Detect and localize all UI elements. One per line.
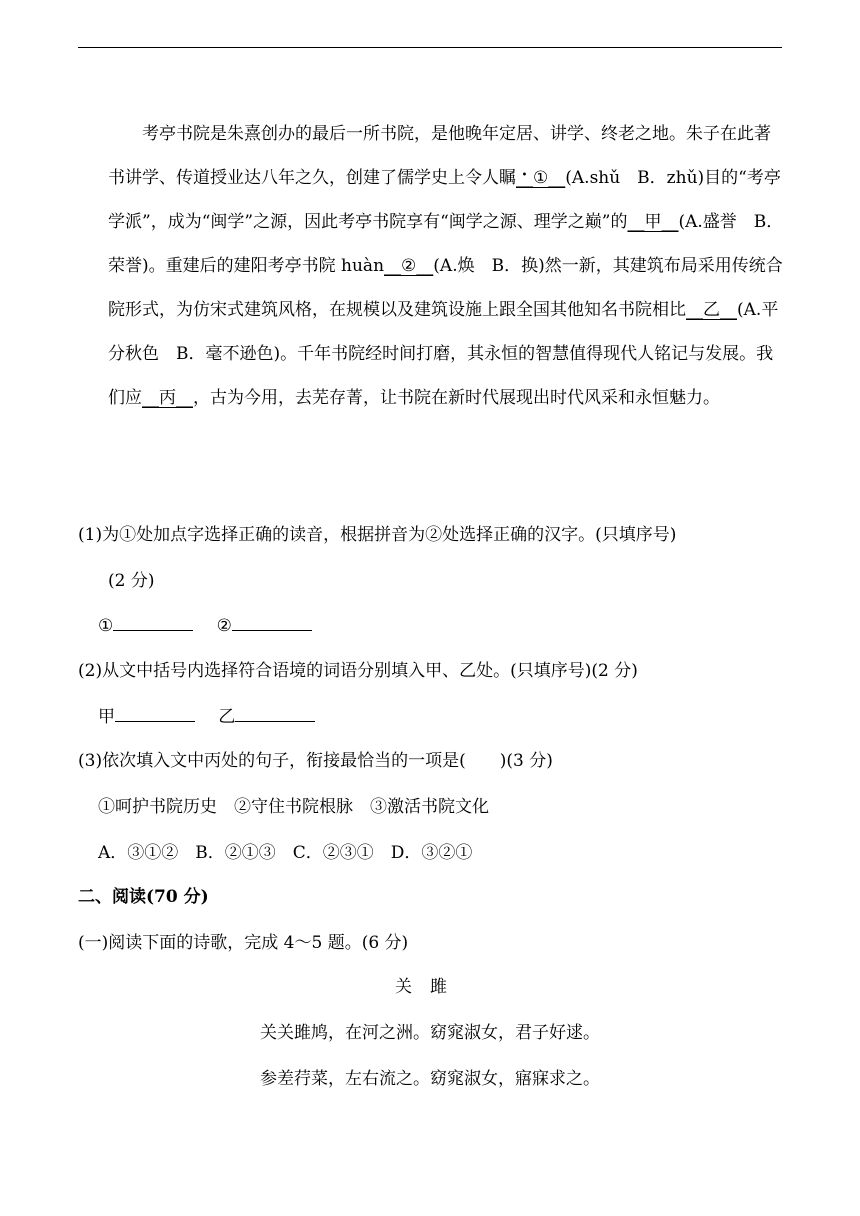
answer-label-jia: 甲: [98, 707, 115, 727]
top-rule: [78, 47, 782, 48]
answer-blank-jia[interactable]: [115, 703, 195, 722]
blank-yi: __乙__: [686, 300, 737, 320]
blank-2: __②__: [384, 256, 434, 276]
blank-bing: __丙__: [142, 388, 193, 408]
question-2-answers: [98, 702, 315, 727]
blank-1: __①__: [516, 168, 566, 188]
part-1-instruction: (一)阅读下面的诗歌，完成 4～5 题。(6 分): [78, 933, 409, 953]
passage-segment-2: (A.shǔ B．zhǔ)目的“考亭学派”，成为“闽学”之源，因此考亭书院享有“闽学之源、理学之巅”的: [108, 168, 781, 232]
passage-segment-5: (A.平分秋色 B．毫不逊色)。千年书院经时间打磨，其永恒的智慧值得现代人铭记与发展。我们应: [108, 300, 779, 408]
answer-label-yi: 乙: [218, 707, 236, 727]
passage-segment-1: 考亭书院是朱熹创办的最后一所书院，是他晚年定居、讲学、终老之地。朱子在此著书讲学、传道授业达八年之久，创建了儒学史上令人: [108, 124, 771, 188]
passage-segment-4: (A.焕 B．换)然一新，其建筑布局采用传统合院形式，为仿宋式建筑风格，在规模以及建筑设施上跟全国其他知名书院相比: [108, 256, 783, 320]
blank-jia: __甲__: [627, 212, 679, 232]
question-3: (3)依次填入文中丙处的句子，衔接最恰当的一项是( )(3 分): [78, 751, 553, 771]
poem-title: 关雎: [395, 977, 465, 997]
question-1-answers: [98, 612, 312, 636]
passage-segment-3: (A.盛誉 B．荣誉)。重建后的建阳考亭书院 huàn: [108, 212, 784, 276]
question-1: (1)为①处加点字选择正确的读音，根据拼音为②处选择正确的汉字。(只填序号): [78, 525, 677, 545]
passage-segment-6: ，古为今用，去芜存菁，让书院在新时代展现出时代风采和永恒魅力。: [193, 388, 720, 408]
poem-line-1: 关关雎鸠，在河之洲。窈窕淑女，君子好逑。: [260, 1023, 600, 1043]
poem-line-2: 参差荇菜，左右流之。窈窕淑女，寤寐求之。: [260, 1069, 600, 1089]
answer-blank-1[interactable]: [113, 612, 193, 631]
question-3-options: A．③①② B．②①③ C．②③① D．③②①: [98, 843, 473, 863]
section-2-heading: 二、阅读(70 分): [78, 887, 209, 907]
answer-label-2: ②: [216, 616, 232, 636]
passage: [108, 112, 784, 420]
question-2: (2)从文中括号内选择符合语境的词语分别填入甲、乙处。(只填序号)(2 分): [78, 661, 638, 681]
answer-blank-yi[interactable]: [235, 703, 315, 722]
dotted-character: 瞩 •: [499, 168, 516, 188]
passage-text: [108, 112, 784, 420]
question-3-items: ①呵护书院历史 ②守住书院根脉 ③激活书院文化: [98, 797, 489, 817]
question-1-score: (2 分): [108, 571, 155, 591]
answer-blank-2[interactable]: [232, 612, 312, 631]
answer-label-1: ①: [98, 616, 114, 636]
